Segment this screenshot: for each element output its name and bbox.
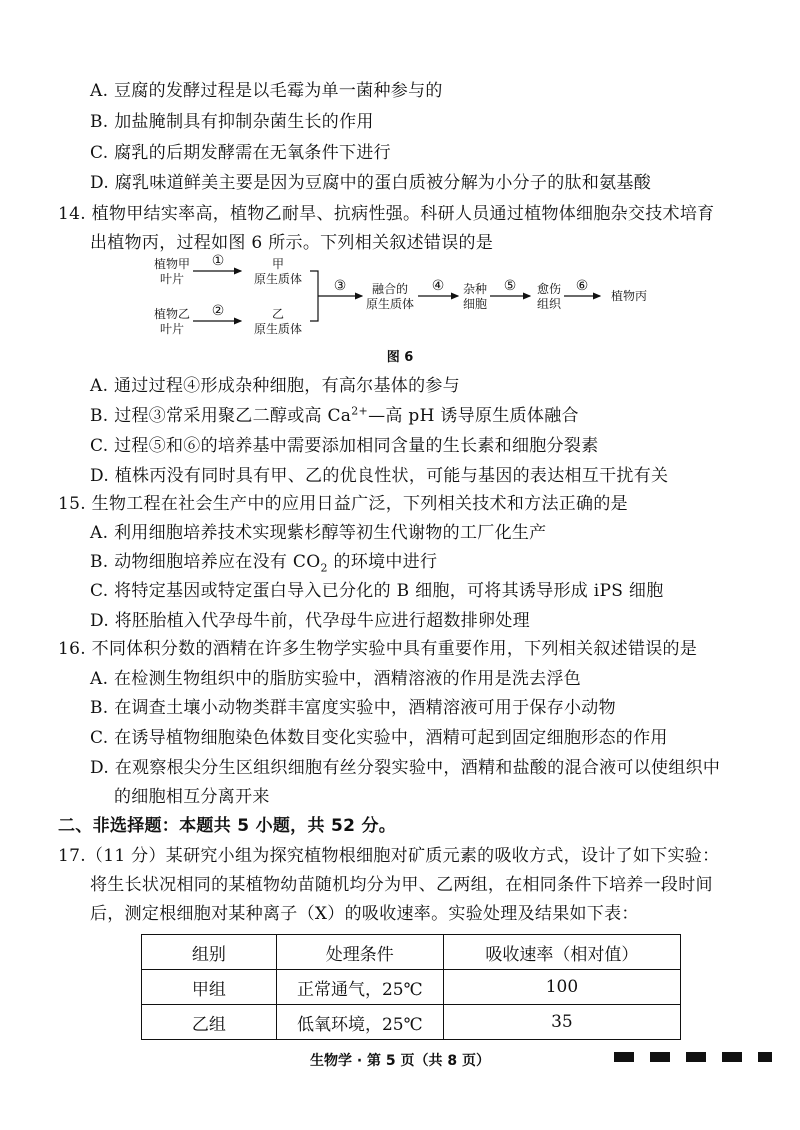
registration-mark: [614, 1052, 634, 1062]
registration-mark: [686, 1052, 706, 1062]
q16-option-d-continued: 的细胞相互分离开来: [114, 787, 270, 807]
hybrid-cell: 杂种 细胞: [462, 282, 487, 311]
table-header-row: [142, 935, 681, 970]
plant-a-leaf: 植物甲 叶片: [153, 257, 190, 286]
table-cell: 甲组: [142, 970, 277, 1005]
q17-line1: 17.（11 分）某研究小组为探究植物根细胞对矿质元素的吸收方式，设计了如下实验：: [58, 846, 720, 866]
registration-mark: [650, 1052, 670, 1062]
q17-line2: 将生长状况相同的某植物幼苗随机均分为甲、乙两组，在相同条件下培养一段时间: [90, 875, 713, 895]
table-row: [142, 1005, 681, 1040]
protoplast-a: 甲 原生质体: [253, 257, 302, 286]
table-header: 处理条件: [276, 935, 443, 970]
section-heading: 二、非选择题：本题共 5 小题，共 52 分。: [58, 816, 397, 836]
table-cell: 乙组: [142, 1005, 277, 1040]
q14-stem-line1: 14. 植物甲结实率高，植物乙耐旱、抗病性强。科研人员通过植物体细胞杂交技术培育: [58, 204, 715, 224]
q15-option-c: C. 将特定基因或特定蛋白导入已分化的 B 细胞，可将其诱导形成 iPS 细胞: [90, 581, 664, 601]
q13-option-b: B. 加盐腌制具有抑制杂菌生长的作用: [90, 112, 374, 132]
q14-option-b: B. 过程③常采用聚乙二醇或高 $Ca^{2+}—$高 pH 诱导原生质体融合: [90, 404, 579, 426]
fused-protoplast: 融合的 原生质体: [365, 282, 414, 311]
registration-marks: [614, 1052, 772, 1062]
q14-option-c: C. 过程⑤和⑥的培养基中需要添加相同含量的生长素和细胞分裂素: [90, 436, 599, 456]
q13-option-a: A. 豆腐的发酵过程是以毛霉为单一菌种参与的: [90, 81, 443, 101]
step-3-label: ③: [333, 278, 347, 294]
q13-option-d: D. 腐乳味道鲜美主要是因为豆腐中的蛋白质被分解为小分子的肽和氨基酸: [90, 173, 652, 193]
plant-c: 植物丙: [610, 289, 647, 303]
q16-option-b: B. 在调查土壤小动物类群丰富度实验中，酒精溶液可用于保存小动物: [90, 698, 616, 718]
q15-stem: 15. 生物工程在社会生产中的应用日益广泛，下列相关技术和方法正确的是: [58, 494, 628, 514]
step-4-label: ④: [431, 278, 445, 294]
table-header: 组别: [142, 935, 277, 970]
step-6-label: ⑥: [575, 278, 589, 294]
q15-option-b: B. 动物细胞培养应在没有 $CO_2$ 的环境中进行: [90, 552, 438, 575]
callus: 愈伤 组织: [536, 282, 561, 311]
plant-b-leaf: 植物乙 叶片: [153, 307, 190, 336]
table-row: [142, 970, 681, 1005]
q13-option-c: C. 腐乳的后期发酵需在无氧条件下进行: [90, 143, 391, 163]
q16-option-c: C. 在诱导植物细胞染色体数目变化实验中，酒精可起到固定细胞形态的作用: [90, 728, 668, 748]
figure-6-diagram: [150, 254, 710, 344]
figure-caption: 图 6: [386, 350, 414, 365]
q16-option-a: A. 在检测生物组织中的脂肪实验中，酒精溶液的作用是洗去浮色: [90, 669, 582, 689]
q15-option-a: A. 利用细胞培养技术实现紫杉醇等初生代谢物的工厂化生产: [90, 523, 547, 543]
q14-option-d: D. 植株丙没有同时具有甲、乙的优良性状，可能与基因的表达相互干扰有关: [90, 466, 669, 486]
q17-line3: 后，测定根细胞对某种离子（X）的吸收速率。实验处理及结果如下表：: [90, 904, 639, 924]
table-cell: 100: [443, 970, 680, 1005]
table-cell: 正常通气，25℃: [276, 970, 443, 1005]
table-cell: 35: [443, 1005, 680, 1040]
q14-stem-line2: 出植物丙，过程如图 6 所示。下列相关叙述错误的是: [90, 233, 494, 253]
q16-stem: 16. 不同体积分数的酒精在许多生物学实验中具有重要作用，下列相关叙述错误的是: [58, 639, 698, 659]
table-cell: 低氧环境，25℃: [276, 1005, 443, 1040]
step-5-label: ⑤: [503, 278, 517, 294]
registration-mark: [722, 1052, 742, 1062]
registration-mark: [758, 1052, 772, 1062]
q14-option-a: A. 通过过程④形成杂种细胞，有高尔基体的参与: [90, 376, 460, 396]
q16-option-d: D. 在观察根尖分生区组织细胞有丝分裂实验中，酒精和盐酸的混合液可以使组织中: [90, 758, 721, 778]
page-footer: 生物学 · 第 5 页（共 8 页）: [309, 1053, 491, 1069]
step-2-label: ②: [211, 303, 225, 319]
q15-option-d: D. 将胚胎植入代孕母牛前，代孕母牛应进行超数排卵处理: [90, 611, 530, 631]
results-table: [141, 934, 681, 1040]
protoplast-b: 乙 原生质体: [253, 307, 302, 336]
table-header: 吸收速率（相对值）: [443, 935, 680, 970]
step-1-label: ①: [211, 253, 225, 269]
